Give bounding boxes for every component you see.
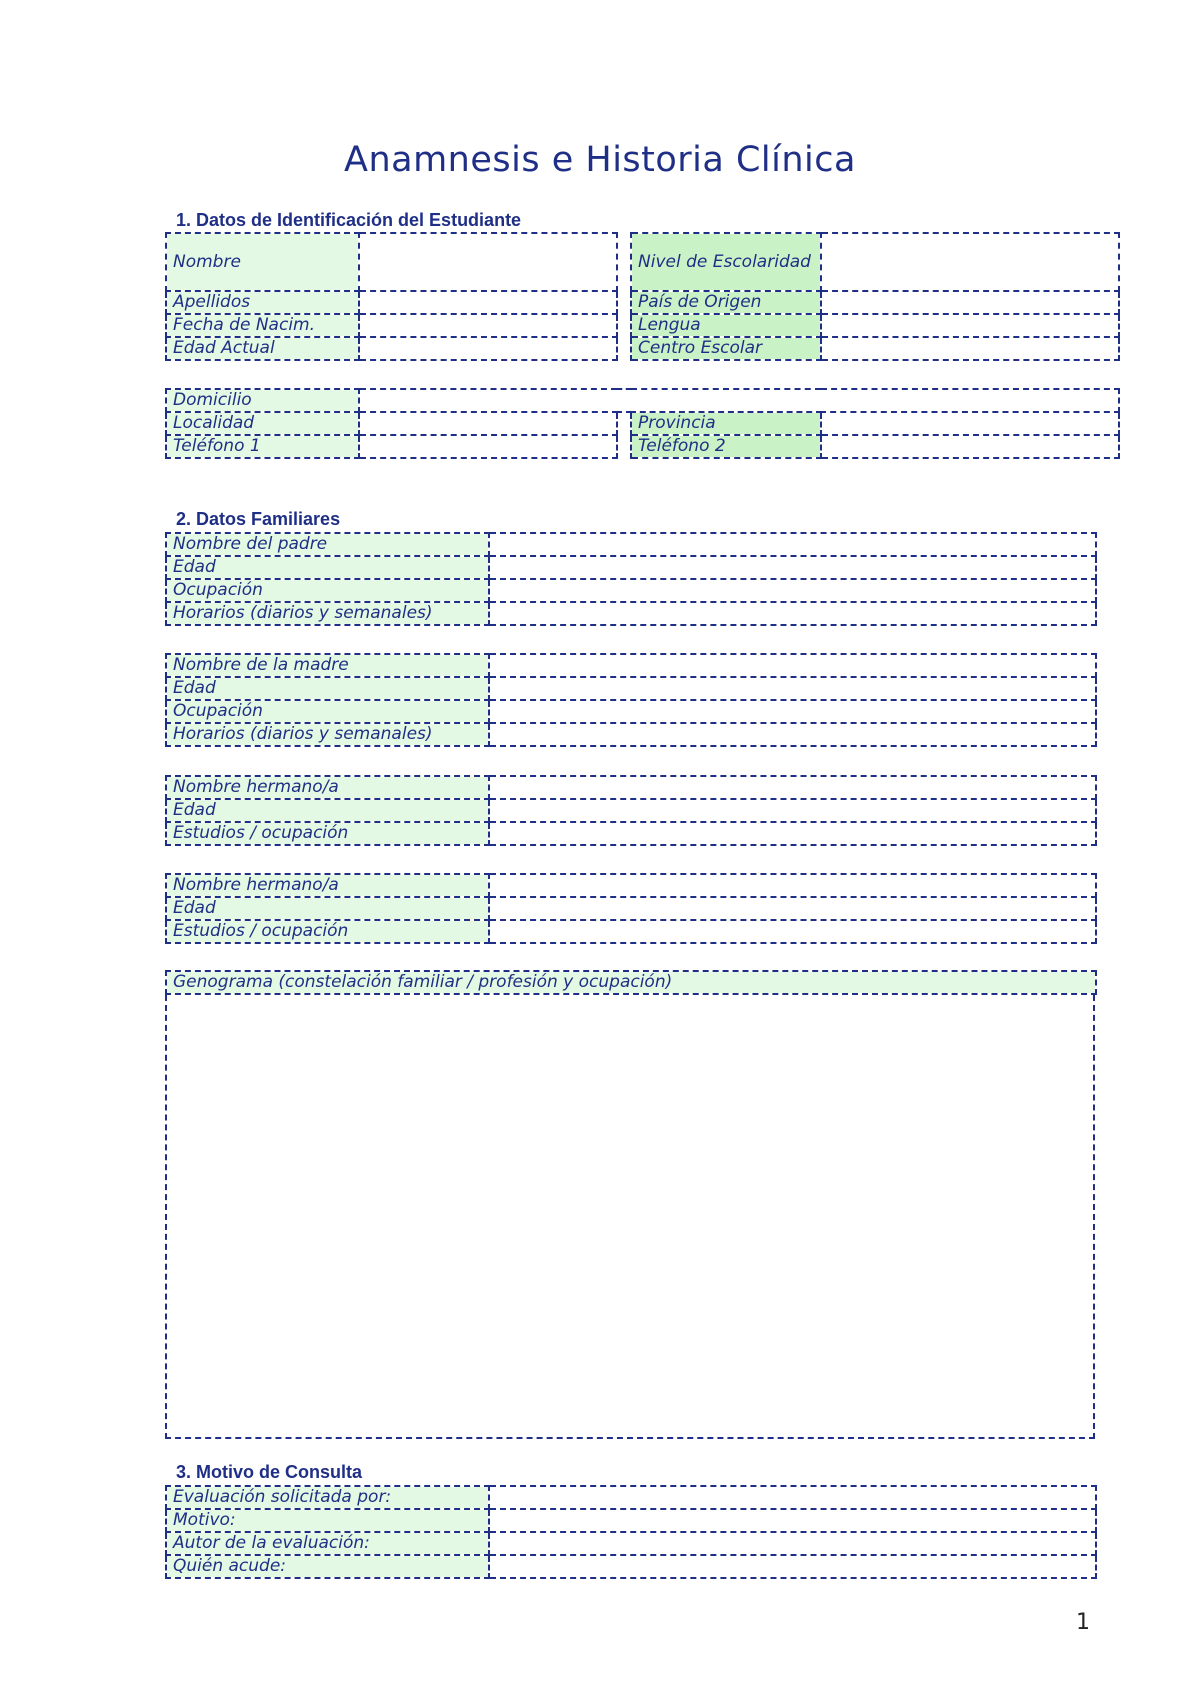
label-horarios-madre: Horarios (diarios y semanales) [166,723,489,746]
input-nombre-hermano-1[interactable] [489,776,1096,799]
consulta-table [165,1485,1097,1579]
label-edad-padre: Edad [166,556,489,579]
mother-table [165,653,1097,747]
label-lengua: Lengua [631,314,821,337]
section-1-heading [170,210,521,231]
label-provincia: Provincia [631,412,821,435]
input-horarios-padre[interactable] [489,602,1096,625]
column-gap [617,314,631,337]
section-3-title: 3. Motivo de Consulta [176,1462,363,1482]
column-gap [617,233,631,291]
table-row [166,389,1119,412]
genograma-header [165,970,1097,995]
table-row [166,799,1096,822]
input-horarios-madre[interactable] [489,723,1096,746]
input-pais-origen[interactable] [821,291,1119,314]
section-1-title: 1. Datos de Identificación del Estudiante [176,210,522,230]
input-fecha-nacim[interactable] [359,314,617,337]
label-localidad: Localidad [166,412,359,435]
label-genograma: Genograma (constelación familiar / profesión y ocupación) [166,971,1096,994]
table-row [166,897,1096,920]
label-ocupacion-padre: Ocupación [166,579,489,602]
label-edad-hermano-1: Edad [166,799,489,822]
label-estudios-hermano-1: Estudios / ocupación [166,822,489,845]
input-edad-padre[interactable] [489,556,1096,579]
table-row [166,337,1119,360]
label-apellidos: Apellidos [166,291,359,314]
label-autor-evaluacion: Autor de la evaluación: [166,1532,489,1555]
label-nivel-escolaridad: Nivel de Escolaridad [631,233,821,291]
address-table [165,388,1120,459]
table-row [166,1532,1096,1555]
label-telefono-1: Teléfono 1 [166,435,359,458]
label-fecha-nacim: Fecha de Nacim. [166,314,359,337]
input-autor-evaluacion[interactable] [489,1532,1096,1555]
label-quien-acude: Quién acude: [166,1555,489,1578]
table-row [166,435,1119,458]
table-row [166,1555,1096,1578]
label-nombre-padre: Nombre del padre [166,533,489,556]
table-row [166,602,1096,625]
section-2-title: 2. Datos Familiares [176,509,341,529]
sibling-2-table [165,873,1097,944]
input-provincia[interactable] [821,412,1119,435]
genograma-drawing-area[interactable] [165,995,1095,1439]
column-gap [617,435,631,458]
label-nombre-hermano-1: Nombre hermano/a [166,776,489,799]
input-edad-actual[interactable] [359,337,617,360]
table-row [166,1486,1096,1509]
input-nivel-escolaridad[interactable] [821,233,1119,291]
input-domicilio[interactable] [359,389,1119,412]
input-nombre-madre[interactable] [489,654,1096,677]
table-row [166,533,1096,556]
input-edad-hermano-2[interactable] [489,897,1096,920]
input-ocupacion-madre[interactable] [489,700,1096,723]
page-number: 1 [1076,1610,1090,1635]
label-edad-hermano-2: Edad [166,897,489,920]
section-3-heading [170,1462,362,1483]
input-edad-madre[interactable] [489,677,1096,700]
input-quien-acude[interactable] [489,1555,1096,1578]
table-row [166,874,1096,897]
input-motivo[interactable] [489,1509,1096,1532]
label-nombre-hermano-2: Nombre hermano/a [166,874,489,897]
label-evaluacion-solicitada: Evaluación solicitada por: [166,1486,489,1509]
table-row [166,654,1096,677]
label-edad-actual: Edad Actual [166,337,359,360]
input-ocupacion-padre[interactable] [489,579,1096,602]
table-row [166,971,1096,994]
table-row [166,291,1119,314]
label-nombre: Nombre [166,233,359,291]
input-telefono-2[interactable] [821,435,1119,458]
table-row [166,579,1096,602]
table-row [166,723,1096,746]
table-row [166,314,1119,337]
table-row [166,1509,1096,1532]
section-2-heading [170,509,340,530]
page-title: Anamnesis e Historia Clínica [344,140,856,180]
father-table [165,532,1097,626]
label-domicilio: Domicilio [166,389,359,412]
column-gap [617,337,631,360]
sibling-1-table [165,775,1097,846]
table-row [166,822,1096,845]
table-row [166,920,1096,943]
label-estudios-hermano-2: Estudios / ocupación [166,920,489,943]
input-evaluacion-solicitada[interactable] [489,1486,1096,1509]
label-nombre-madre: Nombre de la madre [166,654,489,677]
input-nombre[interactable] [359,233,617,291]
table-row [166,700,1096,723]
label-telefono-2: Teléfono 2 [631,435,821,458]
input-nombre-hermano-2[interactable] [489,874,1096,897]
input-telefono-1[interactable] [359,435,617,458]
label-motivo: Motivo: [166,1509,489,1532]
input-estudios-hermano-1[interactable] [489,822,1096,845]
input-nombre-padre[interactable] [489,533,1096,556]
table-row [166,233,1119,291]
label-pais-origen: País de Origen [631,291,821,314]
input-edad-hermano-1[interactable] [489,799,1096,822]
table-row [166,556,1096,579]
input-localidad[interactable] [359,412,617,435]
table-row [166,776,1096,799]
column-gap [617,291,631,314]
label-edad-madre: Edad [166,677,489,700]
input-apellidos[interactable] [359,291,617,314]
input-centro-escolar[interactable] [821,337,1119,360]
label-horarios-padre: Horarios (diarios y semanales) [166,602,489,625]
column-gap [617,412,631,435]
label-ocupacion-madre: Ocupación [166,700,489,723]
label-centro-escolar: Centro Escolar [631,337,821,360]
input-lengua[interactable] [821,314,1119,337]
input-estudios-hermano-2[interactable] [489,920,1096,943]
identification-table [165,232,1120,361]
table-row [166,677,1096,700]
table-row [166,412,1119,435]
